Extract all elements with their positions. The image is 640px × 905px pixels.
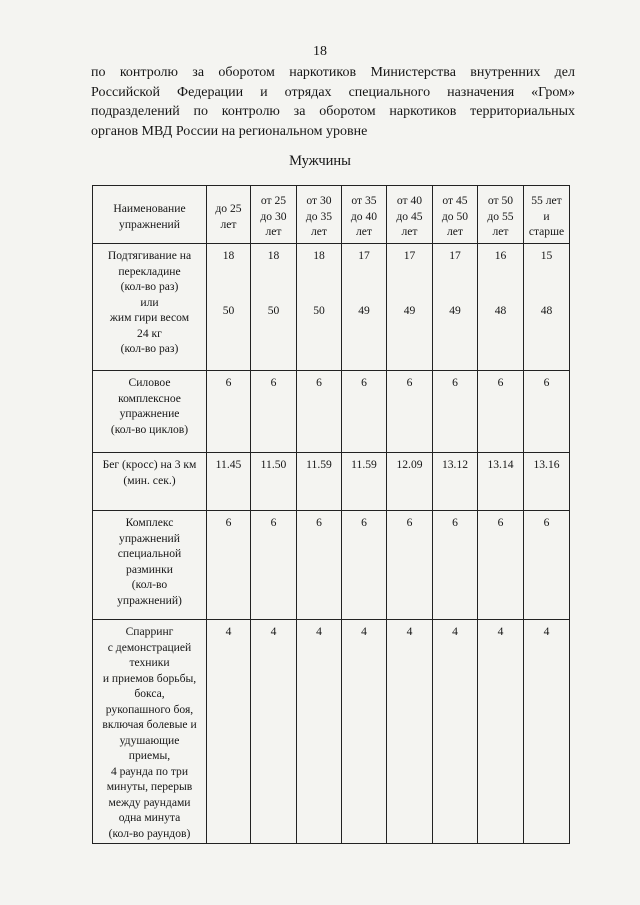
intro-line: по контролю за оборотом наркотиков Министерства внутренних дел [91, 65, 575, 80]
norm-cell: 4 [297, 620, 342, 844]
norm-cell: 6 [207, 511, 251, 620]
table-row [93, 244, 570, 371]
norm-cell: 4 [207, 620, 251, 844]
norm-cell: 12.09 [387, 453, 433, 511]
norm-cell: 17 49 [342, 244, 387, 371]
norm-cell: 6 [207, 371, 251, 453]
norm-cell: 6 [387, 371, 433, 453]
norm-cell: 13.14 [478, 453, 524, 511]
norm-cell: 18 50 [207, 244, 251, 371]
intro-line: подразделений по контролю за оборотом наркотиков территориальных [91, 104, 575, 119]
norm-cell: 4 [478, 620, 524, 844]
norm-cell: 16 48 [478, 244, 524, 371]
table-subtitle: Мужчины [289, 153, 351, 169]
norm-cell: 4 [251, 620, 297, 844]
exercise-name: Бег (кросс) на 3 км (мин. сек.) [93, 453, 207, 511]
norm-cell: 11.50 [251, 453, 297, 511]
header-age-group: от 35 до 40 лет [342, 186, 387, 244]
norm-cell: 6 [297, 511, 342, 620]
norm-cell: 17 49 [433, 244, 478, 371]
norm-cell: 6 [433, 511, 478, 620]
fitness-norms-table [92, 185, 570, 844]
norm-cell: 4 [433, 620, 478, 844]
header-age-group: от 50 до 55 лет [478, 186, 524, 244]
header-age-group: от 40 до 45 лет [387, 186, 433, 244]
header-age-group: 55 лет и старше [524, 186, 570, 244]
header-age-group: от 25 до 30 лет [251, 186, 297, 244]
norm-cell: 6 [524, 371, 570, 453]
header-exercise: Наименование упражнений [93, 186, 207, 244]
norm-cell: 13.16 [524, 453, 570, 511]
header-row [93, 186, 570, 244]
intro-line: Российской Федерации и отрядах специального назначения «Гром» [91, 84, 575, 100]
table-row [93, 371, 570, 453]
norm-cell: 4 [342, 620, 387, 844]
exercise-name: Комплекс упражнений специальной разминки (кол-во упражнений) [93, 511, 207, 620]
norm-cell: 6 [251, 511, 297, 620]
norm-cell: 11.59 [297, 453, 342, 511]
norm-cell: 18 50 [297, 244, 342, 371]
norm-cell: 6 [297, 371, 342, 453]
norm-cell: 18 50 [251, 244, 297, 371]
norm-cell: 6 [433, 371, 478, 453]
norm-cell: 13.12 [433, 453, 478, 511]
norm-cell: 6 [342, 511, 387, 620]
norm-cell: 11.45 [207, 453, 251, 511]
norm-cell: 6 [478, 511, 524, 620]
intro-line: органов МВД России на региональном уровне [91, 123, 368, 139]
norm-cell: 15 48 [524, 244, 570, 371]
norm-cell: 17 49 [387, 244, 433, 371]
norm-cell: 6 [342, 371, 387, 453]
exercise-name: Силовое комплексное упражнение (кол-во циклов) [93, 371, 207, 453]
exercise-name: Подтягивание на перекладине (кол-во раз) или жим гири весом 24 кг (кол-во раз) [93, 244, 207, 371]
norm-cell: 6 [478, 371, 524, 453]
intro-paragraph [91, 63, 575, 141]
norm-cell: 6 [524, 511, 570, 620]
norm-cell: 4 [387, 620, 433, 844]
header-age-group: от 30 до 35 лет [297, 186, 342, 244]
table-row [93, 453, 570, 511]
table-row [93, 620, 570, 844]
norm-cell: 11.59 [342, 453, 387, 511]
exercise-name: Спарринг с демонстрацией техники и приемов борьбы, бокса, рукопашного боя, включая болевые и удушающие приемы, 4 раунда по три минуты, перерыв между раундами одна минута (кол-во раундов) [93, 620, 207, 844]
header-age-group: до 25 лет [207, 186, 251, 244]
table-row [93, 511, 570, 620]
norm-cell: 6 [387, 511, 433, 620]
norm-cell: 6 [251, 371, 297, 453]
page-number: 18 [313, 44, 327, 59]
header-age-group: от 45 до 50 лет [433, 186, 478, 244]
norm-cell: 4 [524, 620, 570, 844]
